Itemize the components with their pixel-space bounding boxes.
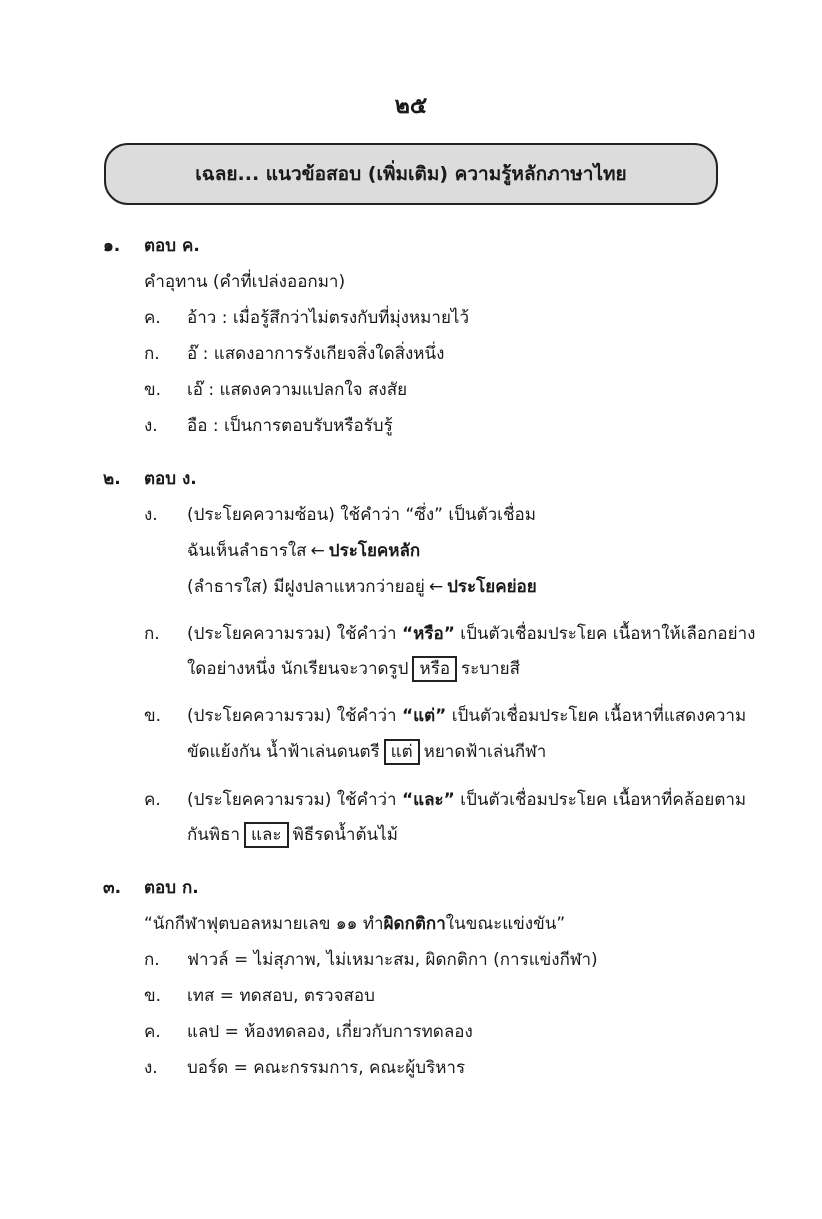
q3-item-letter: ค. — [144, 1022, 161, 1042]
q2-ko-line1 — [187, 622, 755, 646]
q1-item-text: อ้าว : เมื่อรู้สึกว่าไม่ตรงกับที่มุ่งหมายไว้ — [187, 308, 469, 328]
text: (ประโยคความรวม) ใช้คำว่า — [187, 790, 402, 810]
sub-clause-label: ประโยคย่อย — [447, 577, 537, 597]
text: (ประโยคความรวม) ใช้คำว่า — [187, 624, 402, 644]
q3-number: ๓. — [103, 878, 122, 898]
title-box — [104, 143, 718, 205]
text: เป็นตัวเชื่อมประโยค เนื้อหาให้เลือกอย่าง — [454, 624, 756, 644]
q2-kho2-letter: ค. — [144, 790, 161, 810]
text: กันพิธา — [187, 825, 241, 845]
keyword: “หรือ” — [402, 624, 455, 644]
text: พิธีรดน้ำต้นไม้ — [292, 825, 398, 845]
boxed-conjunction: และ — [244, 822, 289, 848]
page-number: ๒๕ — [394, 93, 428, 119]
text: ใดอย่างหนึ่ง นักเรียนจะวาดรูป — [187, 659, 409, 679]
q2-kho-line2 — [187, 740, 546, 764]
q1-number: ๑. — [103, 236, 121, 256]
q1-item-letter: ง. — [144, 416, 158, 436]
text: เป็นตัวเชื่อมประโยค เนื้อหาที่แสดงความ — [446, 706, 747, 726]
keyword: ผิดกติกา — [383, 914, 446, 934]
left-arrow-icon: ← — [428, 577, 444, 597]
q3-item-text: เทส = ทดสอบ, ตรวจสอบ — [187, 986, 375, 1006]
q2-kho2-line1 — [187, 788, 746, 812]
q1-item-letter: ข. — [144, 380, 162, 400]
text: หยาดฟ้าเล่นกีฬา — [423, 742, 547, 762]
text: “นักกีฬาฟุตบอลหมายเลข ๑๑ ทำ — [144, 914, 384, 934]
q1-item-text: อือ : เป็นการตอบรับหรือรับรู้ — [187, 416, 393, 436]
q2-ng-line2 — [187, 539, 420, 563]
q3-item-letter: ง. — [144, 1058, 158, 1078]
boxed-conjunction: แต่ — [384, 739, 420, 765]
main-clause-example: ฉันเห็นลำธารใส — [187, 541, 307, 561]
text: (ประโยคความรวม) ใช้คำว่า — [187, 706, 402, 726]
q1-intro: คำอุทาน (คำที่เปล่งออกมา) — [144, 272, 346, 292]
q2-ng-line1: (ประโยคความซ้อน) ใช้คำว่า “ซึ่ง” เป็นตัวเชื่อม — [187, 505, 536, 525]
q1-item-letter: ก. — [144, 344, 160, 364]
q2-ko-letter: ก. — [144, 624, 160, 644]
q3-answer: ตอบ ก. — [144, 878, 199, 898]
boxed-conjunction: หรือ — [412, 656, 457, 682]
q1-item-text: อ๊ : แสดงอาการรังเกียจสิ่งใดสิ่งหนึ่ง — [187, 344, 445, 364]
q3-item-text: บอร์ด = คณะกรรมการ, คณะผู้บริหาร — [187, 1058, 466, 1078]
text: ในขณะแข่งขัน” — [445, 914, 566, 934]
q1-answer: ตอบ ค. — [144, 236, 200, 256]
q2-kho2-line2 — [187, 823, 398, 847]
q3-quote — [144, 912, 565, 936]
sub-clause-example: (ลำธารใส) มีฝูงปลาแหวกว่ายอยู่ — [187, 577, 425, 597]
q3-item-letter: ก. — [144, 950, 160, 970]
q2-kho-line1 — [187, 704, 746, 728]
q3-item-text: ฟาวล์ = ไม่สุภาพ, ไม่เหมาะสม, ผิดกติกา (การแข่งกีฬา) — [187, 950, 598, 970]
text: ระบายสี — [461, 659, 520, 679]
q3-item-text: แลป = ห้องทดลอง, เกี่ยวกับการทดลอง — [187, 1022, 473, 1042]
q1-item-letter: ค. — [144, 308, 161, 328]
keyword: “และ” — [402, 790, 455, 810]
q3-item-letter: ข. — [144, 986, 162, 1006]
q2-number: ๒. — [103, 469, 121, 489]
q1-item-text: เอ๊ : แสดงความแปลกใจ สงสัย — [187, 380, 408, 400]
keyword: “แต่” — [402, 706, 447, 726]
page-title: เฉลย... แนวข้อสอบ (เพิ่มเติม) ความรู้หลักภาษาไทย — [195, 163, 627, 185]
left-arrow-icon: ← — [310, 541, 325, 561]
text: เป็นตัวเชื่อมประโยค เนื้อหาที่คล้อยตาม — [454, 790, 747, 810]
q2-ko-line2 — [187, 657, 520, 681]
q2-answer: ตอบ ง. — [144, 469, 197, 489]
q2-kho-letter: ข. — [144, 706, 162, 726]
q2-ng-line3 — [187, 575, 537, 599]
text: ขัดแย้งกัน น้ำฟ้าเล่นดนตรี — [187, 742, 380, 762]
main-clause-label: ประโยคหลัก — [328, 541, 421, 561]
q2-ng-letter: ง. — [144, 505, 158, 525]
